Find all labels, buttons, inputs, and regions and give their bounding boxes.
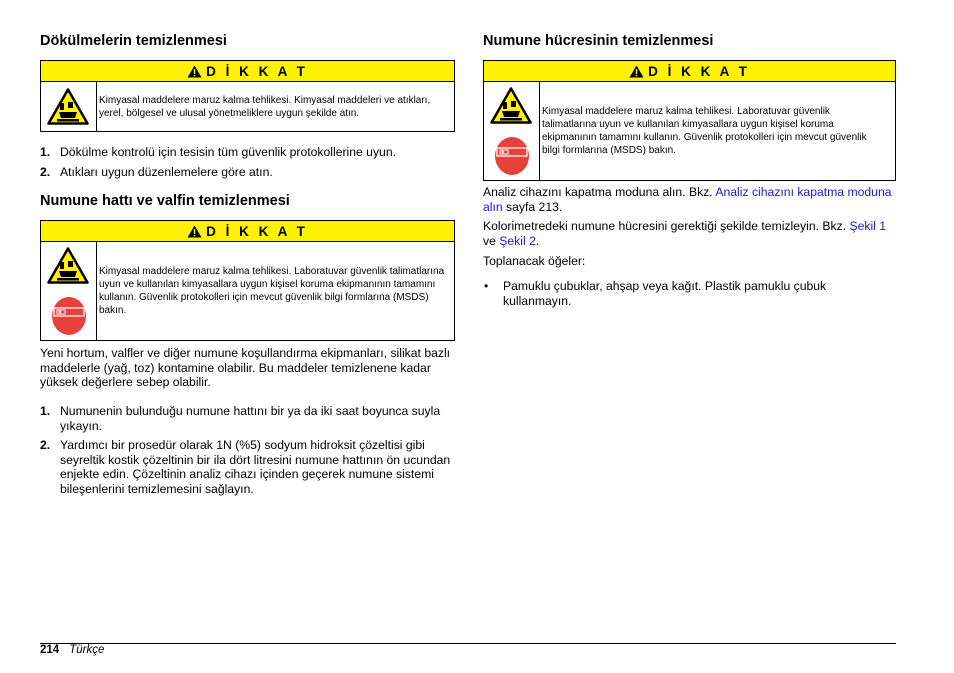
- caution-box-sample-line: [40, 220, 455, 341]
- section-title-sample-line: Numune hattı ve valfin temizlenmesi: [40, 193, 290, 209]
- page-footer: [40, 643, 104, 657]
- footer-language: Türkçe: [69, 644, 105, 656]
- items-list: [483, 279, 896, 308]
- caution-text: Kimyasal maddelere maruz kalma tehlikesi. Kimyasal maddeleri ve atıkları, yerel, bölgesel ve ulusal yönetmeliklere uygun şekilde atın.: [99, 94, 431, 119]
- items-label: Toplanacak öğeler:: [483, 254, 586, 268]
- list-item: 1. Numunenin bulunduğu numune hattını bir ya da iki saat boyunca suyla yıkayın.: [40, 404, 441, 433]
- warning-triangle-icon: [187, 65, 202, 78]
- figure-2-link[interactable]: Şekil 2: [499, 233, 536, 248]
- intro-paragraph: Yeni hortum, valfler ve diğer numune koşullandırma ekipmanları, silikat bazlı maddelerle (yağ, toz) kontamine olabilir. Bu maddeler temizlenene kadar yüksek değerlere sebep olabilir.: [40, 346, 451, 390]
- caution-header: [41, 221, 454, 242]
- section-title-sample-cell: Numune hücresinin temizlenmesi: [483, 33, 714, 49]
- shutdown-paragraph: Analiz cihazını kapatma moduna alın. Bkz. Analiz cihazını kapatma moduna alın sayfa 213.: [483, 185, 892, 214]
- caution-text: Kimyasal maddelere maruz kalma tehlikesi. Laboratuvar güvenlik talimatlarına uyun ve kullanılan kimyasallara uygun kişisel koruma ekipmanının tamamını kullanın. Güvenlik protokolleri için mevcut güvenlik bilgi formlarına (MSDS) bakın.: [99, 266, 445, 316]
- caution-box-sample-cell: [483, 60, 896, 181]
- figure-1-link[interactable]: Şekil 1: [849, 219, 887, 233]
- caution-text: Kimyasal maddelere maruz kalma tehlikesi. Laboratuvar güvenlik talimatlarına uyun ve kullanılan kimyasallara uygun kişisel koruma ekipmanının tamamını kullanın. Güvenlik protokolleri için mevcut güvenlik bilgi formlarına (MSDS) bakın.: [542, 106, 867, 156]
- corrosive-hazard-icon: [47, 88, 89, 125]
- face-protection-icon: [51, 296, 87, 336]
- list-item: • Pamuklu çubuklar, ahşap veya kağıt. Plastik pamuklu çubuk kullanmayın.: [484, 279, 827, 308]
- shutdown-mode-link[interactable]: Analiz cihazını kapatma moduna alın: [483, 185, 892, 214]
- section-title-spills: Dökülmelerin temizlenmesi: [40, 33, 227, 49]
- footer-divider: [40, 643, 896, 644]
- caution-label: D İ K K A T: [206, 63, 308, 79]
- caution-header: [41, 61, 454, 82]
- caution-label: D İ K K A T: [206, 223, 308, 239]
- sample-line-steps: [40, 404, 455, 497]
- list-item: 1. Dökülme kontrolü için tesisin tüm güvenlik protokollerine uyun.: [40, 145, 396, 159]
- list-item: 2. Atıkları uygun düzenlemelere göre atın.: [40, 164, 273, 179]
- clean-cell-paragraph: Kolorimetredeki numune hücresini gerektiği şekilde temizleyin. Bkz. Şekil 1 ve Şekil 2.: [483, 219, 887, 248]
- caution-box-spills: [40, 60, 455, 132]
- warning-triangle-icon: [629, 65, 644, 78]
- face-protection-icon: [494, 136, 530, 176]
- caution-header: [484, 61, 895, 82]
- corrosive-hazard-icon: [47, 247, 89, 284]
- warning-triangle-icon: [187, 225, 202, 238]
- page-number: 214: [40, 644, 60, 656]
- caution-label: D İ K K A T: [648, 63, 750, 79]
- corrosive-hazard-icon: [490, 87, 532, 124]
- list-item: 2. Yardımcı bir prosedür olarak 1N (%5) sodyum hidroksit çözeltisi gibi seyreltik kostik çözeltinin bir ila dört litresini numune hattının ön ucundan enjekte edin. Çözeltinin analiz cihazı içinden geçerek numune sistemi bileşenlerini temizlemesini sağlayın.: [40, 438, 451, 496]
- spill-steps: [40, 145, 455, 179]
